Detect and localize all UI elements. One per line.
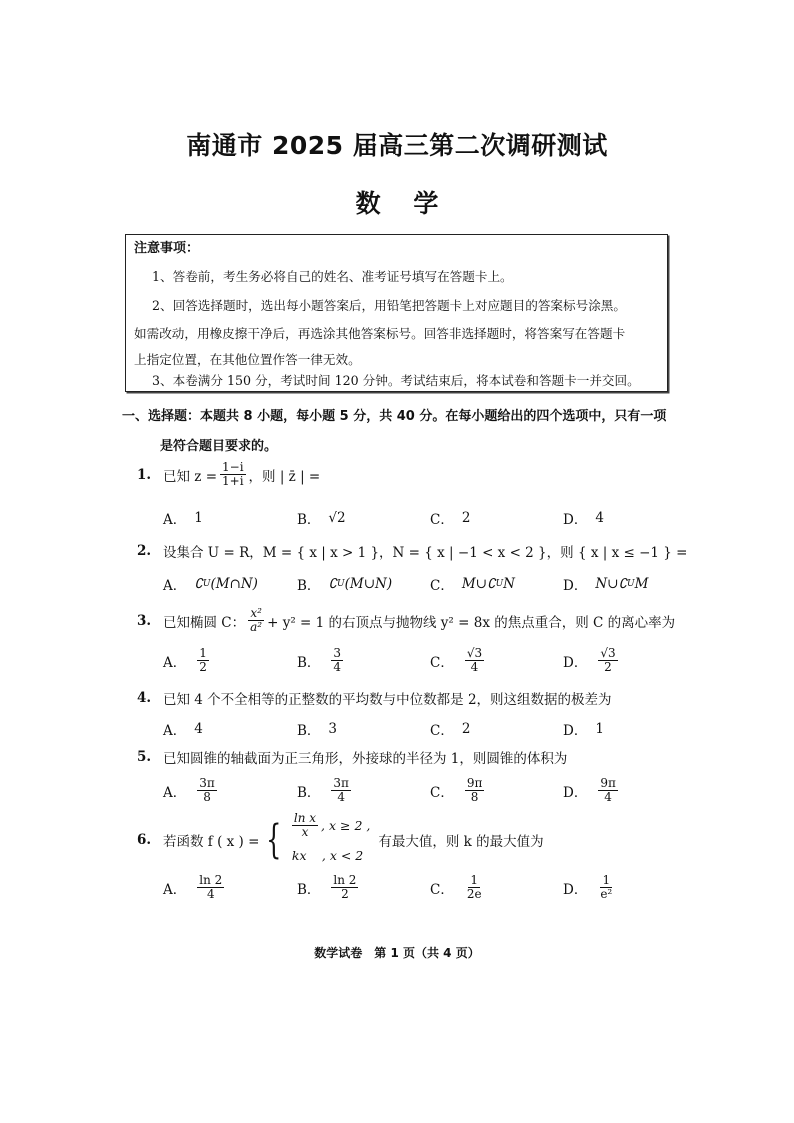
piecewise-brace: { [266,817,282,863]
question-3 [137,607,675,634]
subscript: U [337,579,345,589]
denominator: 2 [604,660,612,674]
numerator: 1−i [222,460,244,474]
option-text: 1 [595,721,604,737]
subscript: U [495,579,504,589]
question-text: 已知 4 个不全相等的正整数的平均数与中位数都是 2，则这组数据的极差为 [163,692,612,708]
option-text: 4 [194,721,203,737]
numerator: √3 [466,646,483,660]
option-label: D． [563,723,588,739]
page-title: 南通市 2025 届高三第二次调研测试 [186,131,608,160]
option-b[interactable] [297,574,392,594]
subscript: U [627,579,635,589]
section-heading: 一、选择题：本题共 8 小题，每小题 5 分，共 40 分。在每小题给出的四个选项中，只有一项 [122,409,667,424]
fraction [331,647,343,674]
question-5 [137,747,567,767]
question-number: 2. [137,543,152,559]
case-condition: , x < 2 [321,847,364,863]
question-number: 4. [137,690,152,706]
question-text: 已知圆锥的轴截面为正三角形，外接球的半径为 1，则圆锥的体积为 [163,751,568,767]
option-text: M [634,576,649,592]
numerator: 9π [600,776,616,790]
option-d[interactable] [563,719,604,739]
question-text: 设集合 U = R，M = { x | x > 1 }，N = { x | −1 < x < 2 }，则 { x | x ≤ −1 } = [163,545,688,561]
section-heading-cont: 是符合题目要求的。 [160,439,278,454]
question-number: 1. [137,466,152,483]
numerator: ln 2 [199,873,223,887]
option-text: √2 [328,510,346,526]
question-2 [137,541,687,561]
option-b[interactable] [297,508,346,528]
option-label: A． [163,723,187,739]
denominator: a² [250,620,263,634]
question-4 [137,688,612,708]
numerator: √3 [600,646,616,660]
option-label: A． [163,881,187,898]
fraction [197,777,217,804]
option-text: (M∩N) [210,576,258,592]
numerator: 3 [333,646,342,660]
option-label: D． [563,784,588,801]
numerator: 3π [199,776,215,790]
question-text: 已知 z = [163,468,218,485]
option-label: D． [563,881,588,898]
option-text: 3 [328,721,338,737]
option-label: A． [163,578,187,594]
fraction [248,607,264,634]
notice-line: 1、答卷前，考生务必将自己的姓名、准考证号填写在答题卡上。 [152,269,513,284]
numerator: 1 [199,646,207,660]
notice-box [125,234,668,392]
option-a[interactable] [163,574,258,594]
option-label: B． [297,881,321,898]
option-text: ∁ [194,576,203,592]
notice-line: 2、回答选择题时，选出每小题答案后，用铅笔把答题卡上对应题目的答案标号涂黑。 [152,298,626,313]
piecewise-function [289,810,370,870]
option-c[interactable] [430,719,470,739]
option-b[interactable] [297,874,361,901]
notice-line: 上指定位置，在其他位置作答一律无效。 [134,352,361,367]
option-c[interactable] [430,777,487,804]
option-label: A． [163,654,187,671]
notice-line: 如需改动，用橡皮擦干净后，再选涂其他答案标号。回答非选择题时，将答案写在答题卡 [134,326,626,341]
fraction [598,777,618,804]
denominator: 4 [470,660,479,674]
option-label: C． [430,578,454,594]
numerator: ln 2 [333,873,357,887]
fraction [465,647,484,674]
question-1 [137,461,320,488]
option-d[interactable] [563,647,621,674]
fraction [197,874,224,901]
question-6 [137,810,544,870]
option-label: D． [563,578,588,594]
fraction [197,647,209,674]
numerator: x² [250,606,262,620]
option-a[interactable] [163,874,227,901]
fraction [331,874,358,901]
denominator: x [301,824,309,839]
fraction [465,874,484,901]
case-expression: kx [291,847,307,863]
numerator: 3π [333,776,349,790]
option-d[interactable] [563,574,648,594]
denominator: 1+i [222,474,244,488]
option-label: A． [163,784,187,801]
option-label: B． [297,578,321,594]
question-text: 有最大值，则 k 的最大值为 [378,834,544,850]
option-a[interactable] [163,777,220,804]
page-footer: 数学试卷 第 1 页（共 4 页） [314,946,480,960]
option-a[interactable] [163,508,203,528]
denominator: 8 [470,790,479,804]
fraction [465,777,485,804]
denominator: 4 [337,790,345,804]
notice-line: 3、本卷满分 150 分，考试时间 120 分钟。考试结束后，将本试卷和答题卡一并交回。 [152,373,640,388]
denominator: 2e [466,887,482,901]
option-b[interactable] [297,719,337,739]
denominator: 2 [199,660,207,674]
fraction [598,647,617,674]
option-label: C． [430,512,454,528]
option-a[interactable] [163,719,203,739]
option-text: N [503,576,515,592]
denominator: 4 [604,790,612,804]
notice-heading: 注意事项： [134,241,200,256]
question-number: 6. [137,832,152,848]
option-label: C． [430,881,454,898]
option-d[interactable] [563,777,621,804]
option-d[interactable] [563,508,604,528]
option-label: B． [297,654,321,671]
option-text: 1 [194,510,203,526]
option-text: 4 [595,510,604,526]
option-label: B． [297,784,321,801]
fraction [598,874,614,901]
fraction [220,461,246,488]
question-text: 已知椭圆 C： [163,614,246,631]
option-c[interactable] [430,647,487,674]
denominator: e² [600,887,613,901]
option-c[interactable] [430,508,470,528]
denominator: 4 [333,660,342,674]
numerator: 9π [466,776,483,790]
subject-title: 数 学 [355,189,439,218]
option-text: N∪∁ [595,576,628,592]
subscript: U [202,579,211,589]
option-text: (M∪N) [344,576,393,592]
numerator: 1 [470,873,479,887]
option-label: C． [430,784,454,801]
option-label: D． [563,654,588,671]
denominator: 8 [203,790,211,804]
option-text: M∪∁ [461,576,496,592]
denominator: 2 [341,887,349,901]
option-label: B． [297,512,321,528]
option-text: 2 [461,510,471,526]
question-text: + y² = 1 的右顶点与抛物线 y² = 8x 的焦点重合，则 C 的离心率为 [267,614,676,631]
option-text: 2 [461,721,471,737]
option-text: ∁ [328,576,338,592]
question-text: 若函数 f ( x ) = [163,834,260,850]
fraction [331,777,351,804]
question-number: 5. [137,749,152,765]
option-label: D． [563,512,588,528]
denominator: 4 [206,887,215,901]
question-text: ，则 | z̄ | = [248,468,321,485]
option-label: A． [163,512,187,528]
option-a[interactable] [163,647,212,674]
option-b[interactable] [297,647,346,674]
option-b[interactable] [297,777,354,804]
option-c[interactable] [430,574,515,594]
numerator: 1 [602,873,611,887]
numerator: ln x [293,810,317,825]
option-d[interactable] [563,874,617,901]
option-label: C． [430,654,454,671]
option-label: C． [430,723,454,739]
option-label: B． [297,723,321,739]
question-number: 3. [137,612,152,629]
option-c[interactable] [430,874,487,901]
case-condition: , x ≥ 2 , [321,817,371,833]
fraction [292,812,318,839]
